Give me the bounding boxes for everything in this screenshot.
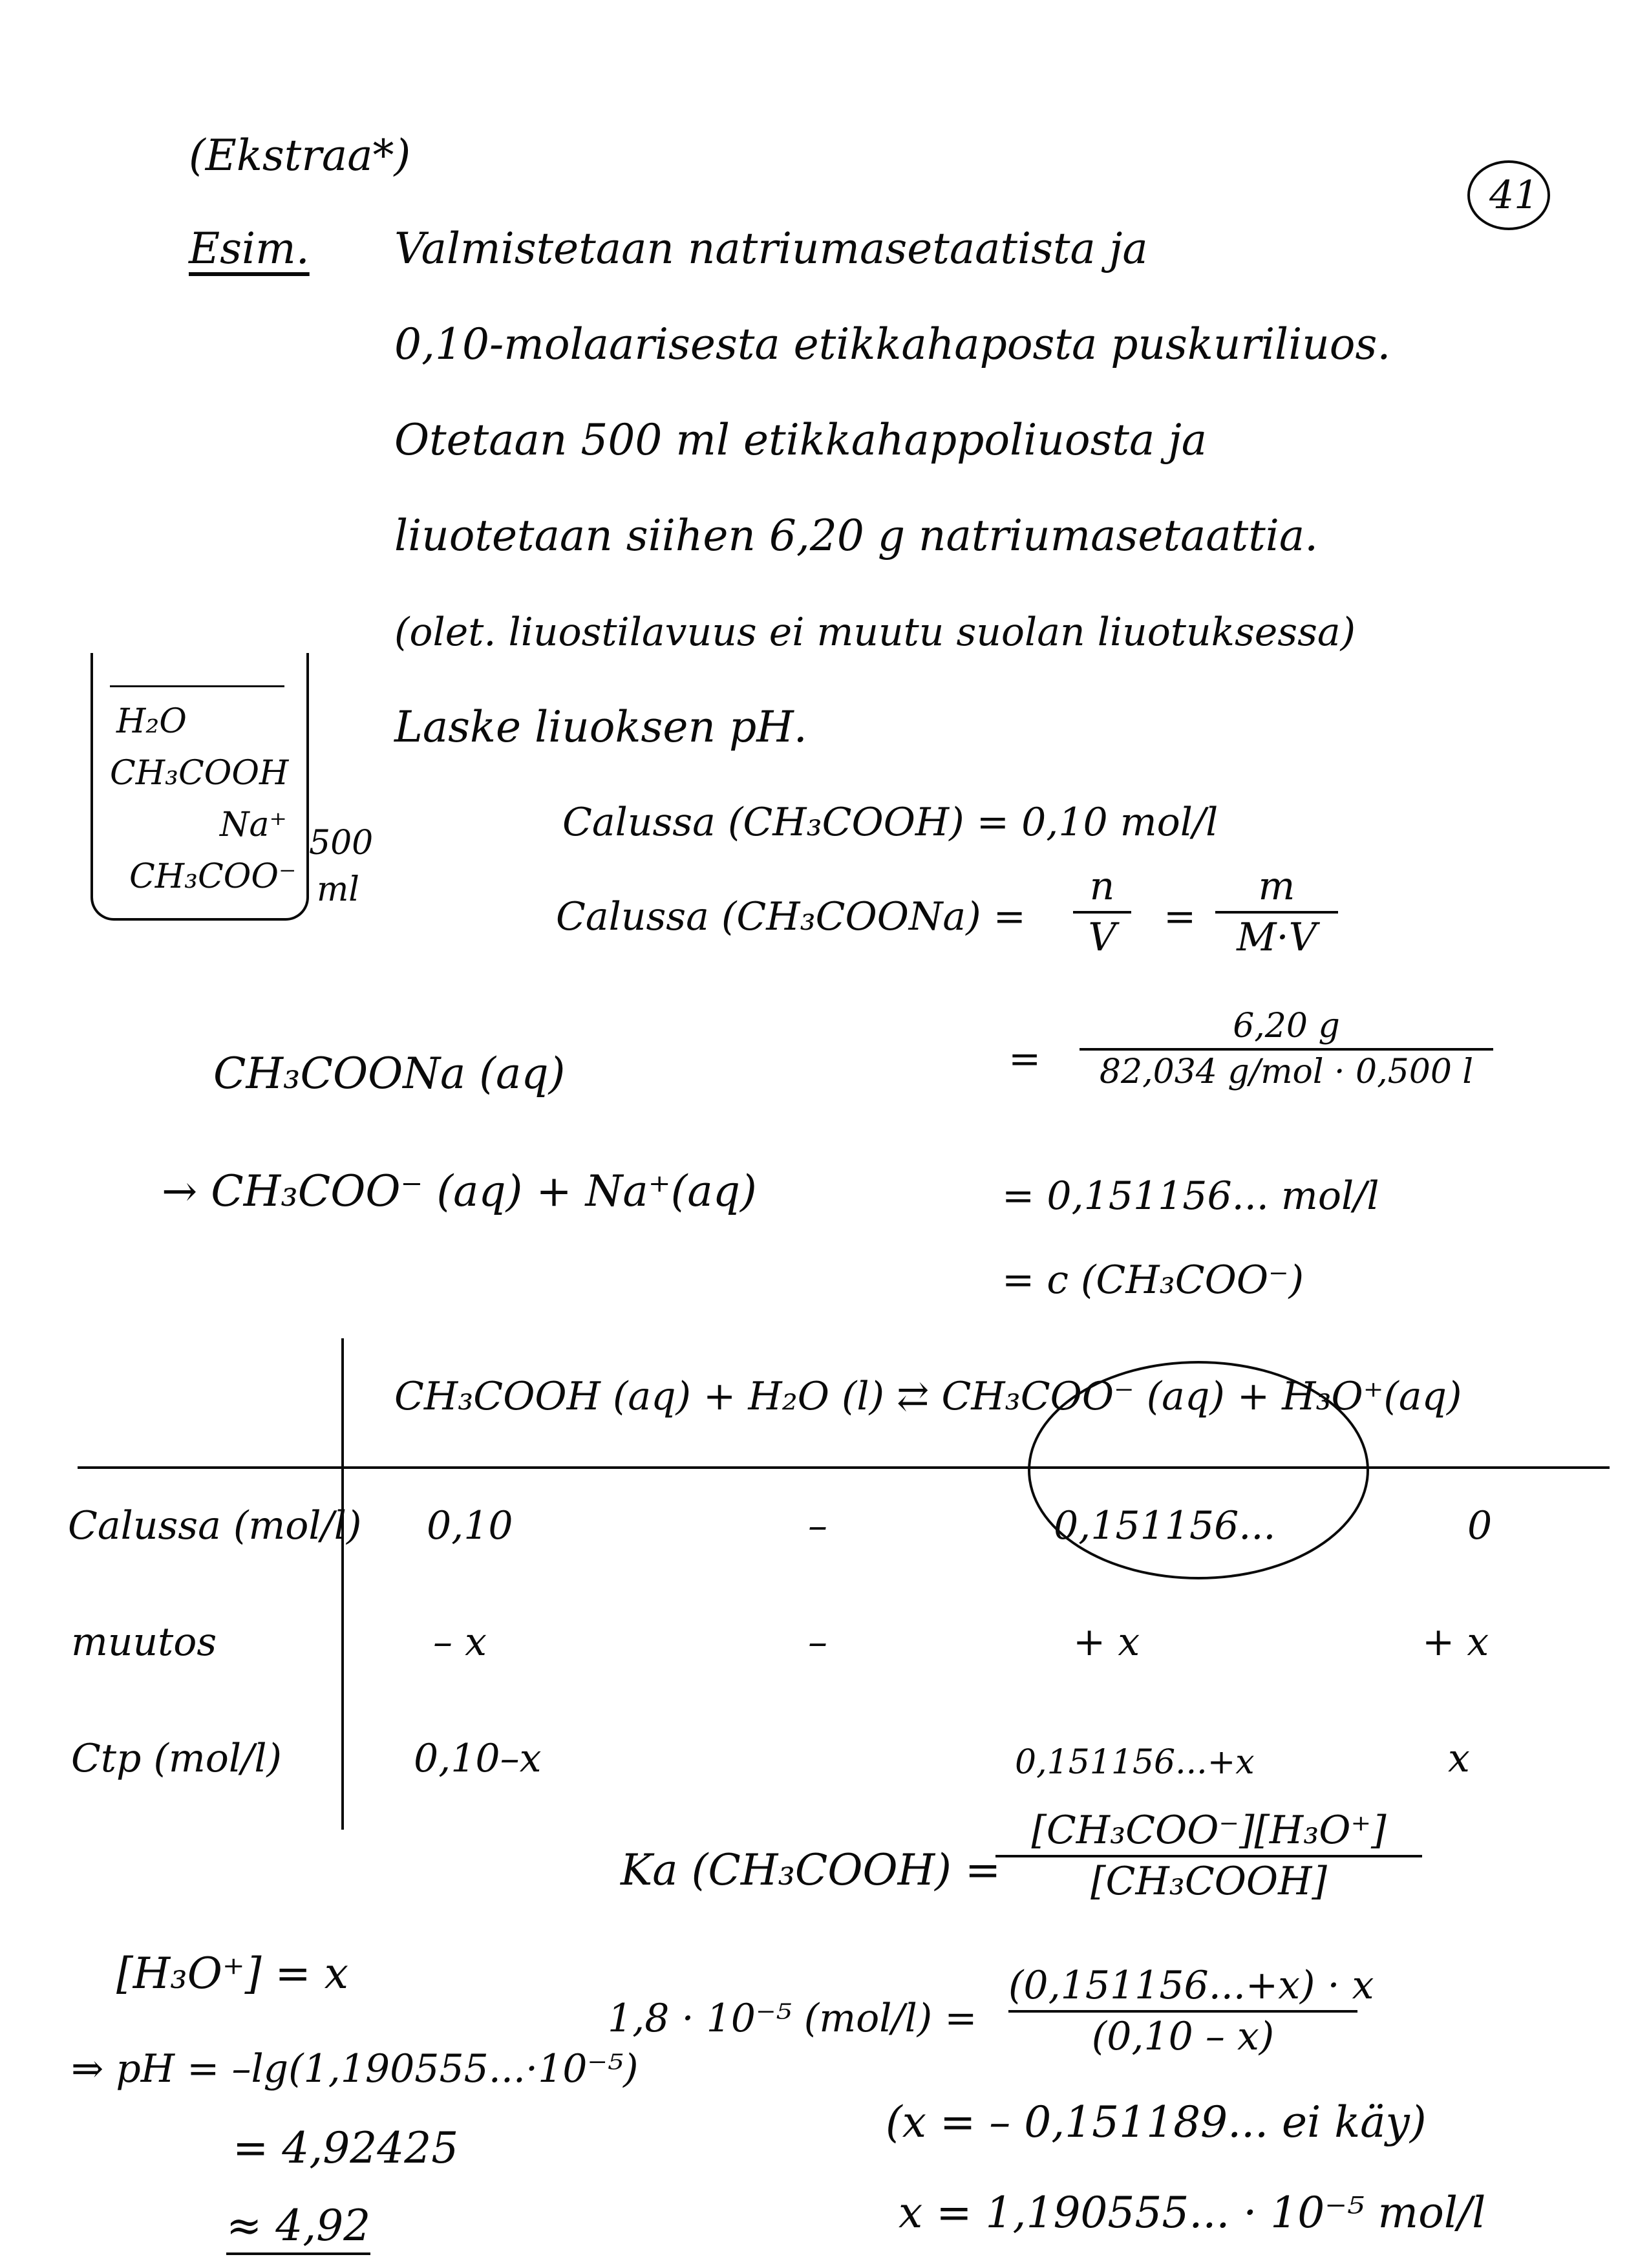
root-rejected: (x = – 0,151189... ei käy) xyxy=(886,2097,1427,2147)
ph-rounded: ≈ 4,92 xyxy=(226,2205,370,2255)
ka-denominator: [CH₃COOH] xyxy=(1090,1859,1327,1904)
extra-label: (Ekstraa*) xyxy=(189,131,411,180)
page-number-circle xyxy=(1467,160,1550,230)
ka-denominator-2: (0,10 – x) xyxy=(1091,2014,1275,2059)
cell-eq-acid: 0,10–x xyxy=(414,1736,542,1781)
cell-change-acid: – x xyxy=(433,1620,487,1665)
fraction-n-over-v xyxy=(1073,866,1131,958)
v-symbol: V xyxy=(1088,915,1116,960)
page-number: 41 xyxy=(1489,173,1539,218)
ice-reaction: CH₃COOH (aq) + H₂O (l) ⇄ CH₃COO⁻ (aq) + H₃O⁺(aq) xyxy=(394,1374,1462,1419)
m-symbol: m xyxy=(1258,864,1295,909)
cell-eq-acetate: 0,151156...+x xyxy=(1015,1743,1255,1782)
ka-fraction xyxy=(995,1810,1422,1902)
cell-initial-h3o: 0 xyxy=(1467,1503,1493,1548)
c-acid: Calussa (CH₃COOH) = 0,10 mol/l xyxy=(562,800,1218,845)
table-vertical-rule xyxy=(341,1338,344,1830)
mass-value: 6,20 g xyxy=(1233,1007,1340,1045)
ka-label: Ka (CH₃COOH) = xyxy=(621,1845,1001,1895)
equals-sign: = xyxy=(1164,894,1197,939)
fraction-mass-over-molar xyxy=(1080,1009,1493,1089)
ka-fraction-2 xyxy=(1008,1963,1374,2059)
beaker-volume-value: 500 xyxy=(309,824,374,862)
ph-value: = 4,92425 xyxy=(233,2123,459,2173)
root-accepted: x = 1,190555... · 10⁻⁵ mol/l xyxy=(899,2188,1486,2238)
cell-eq-h3o: x xyxy=(1448,1736,1470,1781)
ka-value: 1,8 · 10⁻⁵ (mol/l) = xyxy=(608,1996,977,2041)
cell-initial-acetate: 0,151156... xyxy=(1054,1503,1276,1548)
problem-line-1: Valmistetaan natriumasetaatista ja xyxy=(394,224,1148,273)
c-salt-label: Calussa (CH₃COONa) = xyxy=(556,894,1026,939)
beaker-acetate: CH₃COO⁻ xyxy=(129,857,297,896)
cell-change-water: – xyxy=(808,1620,827,1665)
liquid-surface xyxy=(110,685,284,687)
problem-line-5: (olet. liuostilavuus ei muutu suolan liuotuksessa) xyxy=(394,610,1356,655)
problem-line-6: Laske liuoksen pH. xyxy=(394,702,807,752)
concentration-result: = 0,151156... mol/l xyxy=(1002,1173,1379,1219)
table-horizontal-rule xyxy=(78,1466,1610,1469)
problem-line-3: Otetaan 500 ml etikkahappoliuosta ja xyxy=(394,415,1207,465)
beaker-acid: CH₃COOH xyxy=(110,754,289,793)
cell-change-acetate: + x xyxy=(1073,1620,1140,1665)
molar-volume-value: 82,034 g/mol · 0,500 l xyxy=(1099,1052,1474,1091)
mv-symbol: M·V xyxy=(1237,915,1317,960)
beaker-volume-unit: ml xyxy=(317,870,359,909)
fraction-m-over-mv xyxy=(1215,866,1338,958)
ka-numerator: [CH₃COO⁻][H₃O⁺] xyxy=(1031,1808,1387,1853)
problem-line-2: 0,10-molaarisesta etikkahaposta puskuriliuos. xyxy=(394,319,1391,369)
concentration-equals-acetate: = c (CH₃COO⁻) xyxy=(1002,1257,1304,1303)
dissociation-line-1: CH₃COONa (aq) xyxy=(213,1049,566,1098)
row-label-change: muutos xyxy=(71,1620,217,1665)
example-label: Esim. xyxy=(189,224,310,273)
ph-formula: ⇒ pH = –lg(1,190555...·10⁻⁵) xyxy=(71,2046,639,2091)
beaker-na: Na⁺ xyxy=(220,806,287,844)
h3o-equals-x: [H₃O⁺] = x xyxy=(116,1949,348,1998)
ka-numerator-2: (0,151156...+x) · x xyxy=(1008,1963,1374,2008)
cell-change-h3o: + x xyxy=(1422,1620,1489,1665)
n-symbol: n xyxy=(1089,864,1115,909)
cell-initial-acid: 0,10 xyxy=(427,1503,513,1548)
problem-line-4: liuotetaan siihen 6,20 g natriumasetaattia. xyxy=(394,511,1319,561)
row-label-equilibrium: Ctp (mol/l) xyxy=(71,1736,282,1781)
row-label-initial: Calussa (mol/l) xyxy=(68,1503,362,1548)
dissociation-line-2: → CH₃COO⁻ (aq) + Na⁺(aq) xyxy=(162,1166,757,1216)
cell-initial-water: – xyxy=(808,1503,827,1548)
beaker-h2o: H₂O xyxy=(116,702,187,741)
